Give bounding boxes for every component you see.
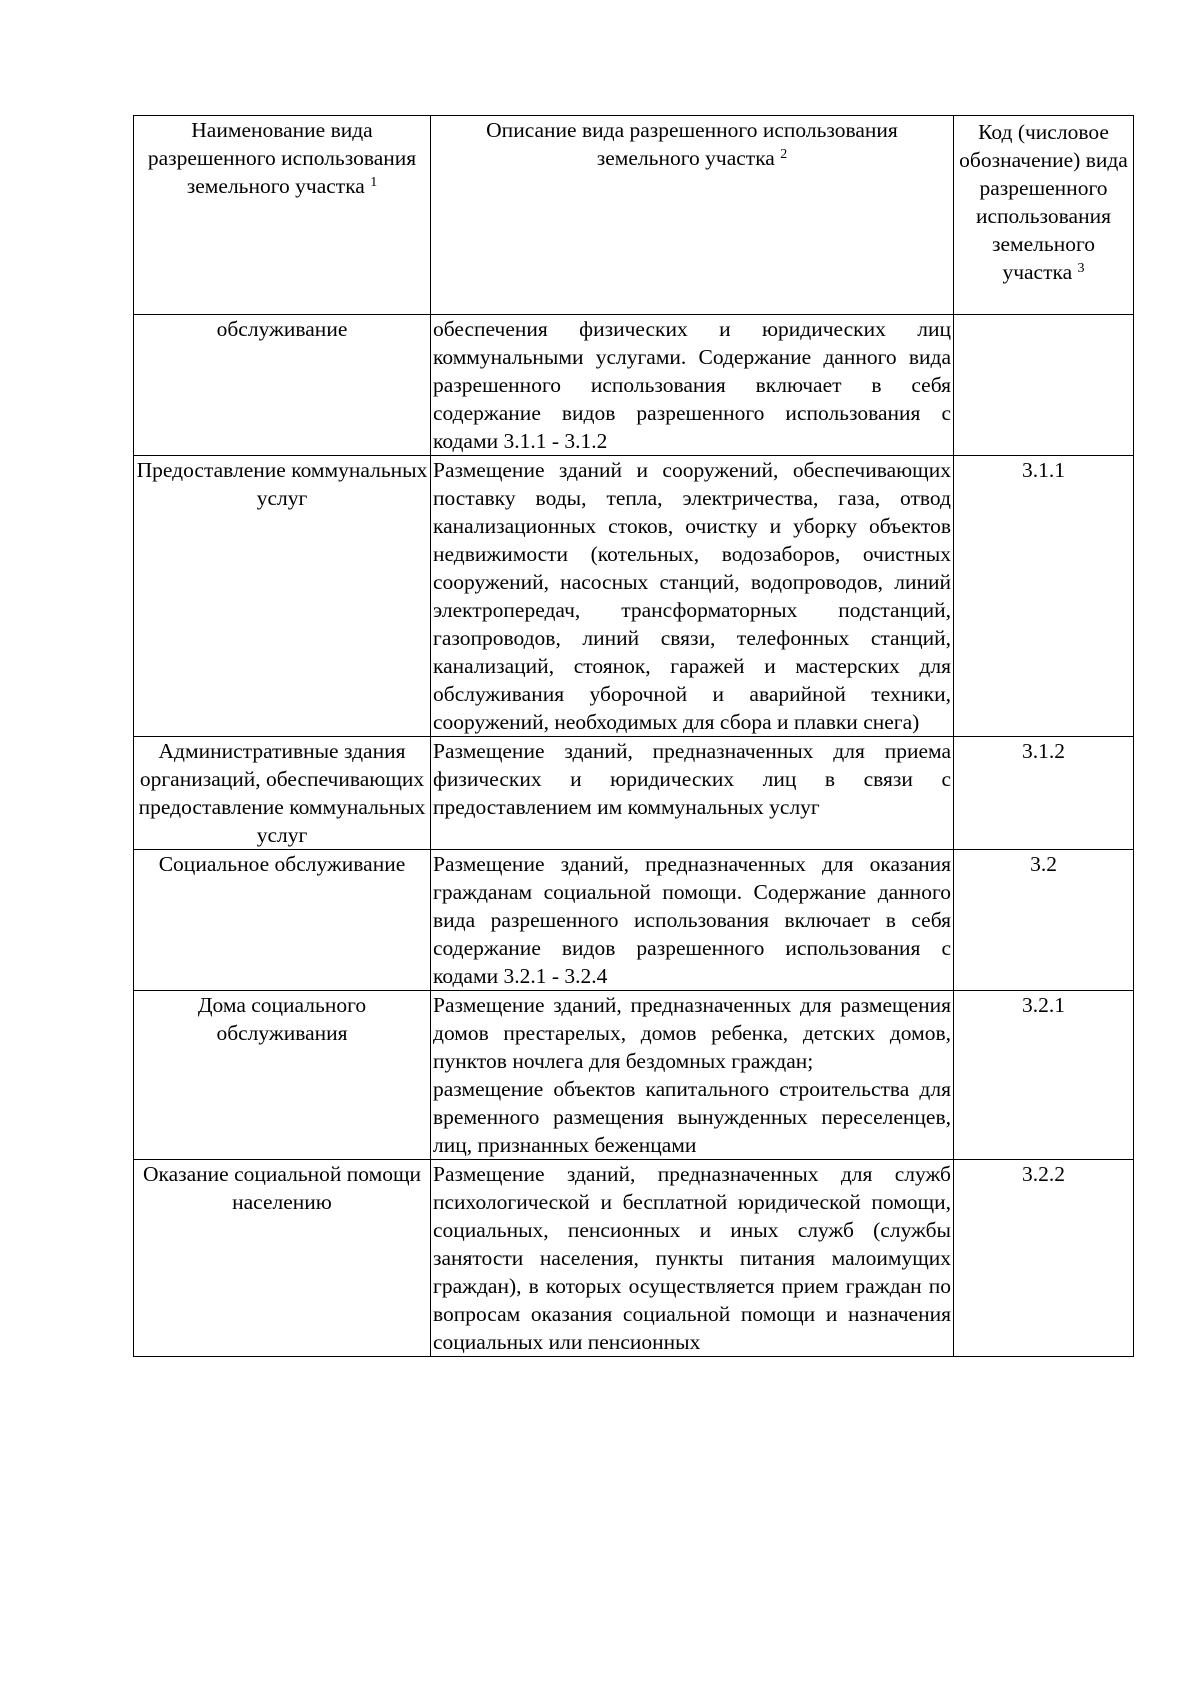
row-description-cell [431, 850, 954, 991]
header-code-text: Код (числовое обозначение) вида разрешенного использования земельного участка [959, 120, 1128, 284]
table-row [134, 850, 1134, 991]
row-description-cell [431, 315, 954, 456]
table-row [134, 737, 1134, 850]
description-paragraph: размещение объектов капитального строительства для временного размещения вынужденных переселенцев, лиц, признанных беженцами [433, 1077, 951, 1157]
description-paragraph: Размещение зданий, предназначенных для размещения домов престарелых, домов ребенка, детских домов, пунктов ночлега для бездомных граждан; [433, 993, 951, 1073]
table-row [134, 315, 1134, 456]
description-paragraph: Размещение зданий, предназначенных для приема физических и юридических лиц в связи с предоставлением им коммунальных услуг [433, 739, 951, 819]
row-name-cell: Административные здания организаций, обеспечивающих предоставление коммунальных услуг [134, 737, 431, 850]
row-description-cell [431, 1160, 954, 1357]
row-description-cell [431, 737, 954, 850]
row-description-cell [431, 456, 954, 737]
header-name [134, 116, 431, 315]
footnote-ref-2: 2 [780, 147, 788, 162]
table-row [134, 991, 1134, 1160]
row-name-cell: Социальное обслуживание [134, 850, 431, 991]
row-code-cell [954, 315, 1134, 456]
row-name-cell: обслуживание [134, 315, 431, 456]
row-name-cell: Предоставление коммунальных услуг [134, 456, 431, 737]
header-description [431, 116, 954, 315]
row-description-cell [431, 991, 954, 1160]
row-code-cell: 3.2.1 [954, 991, 1134, 1160]
description-paragraph: Размещение зданий и сооружений, обеспечивающих поставку воды, тепла, электричества, газа, отвод канализационных стоков, очистку и уборку объектов недвижимости (котельных, водозаборов, очистных сооружений, насосных станций, водопроводов, линий электропередач, трансформаторных подстанций, газопроводов, линий связи, телефонных станций, канализаций, стоянок, гаражей и мастерских для обслуживания уборочной и аварийной техники, сооружений, необходимых для сбора и плавки снега) [433, 458, 951, 734]
footnote-ref-3: 3 [1077, 261, 1085, 276]
row-code-cell: 3.2 [954, 850, 1134, 991]
row-code-cell: 3.1.2 [954, 737, 1134, 850]
header-name-text: Наименование вида разрешенного использования земельного участка [147, 118, 417, 198]
table-row [134, 1160, 1134, 1357]
header-code [954, 116, 1134, 315]
row-name-cell: Оказание социальной помощи населению [134, 1160, 431, 1357]
description-paragraph: Размещение зданий, предназначенных для оказания гражданам социальной помощи. Содержание данного вида разрешенного использования включает в себя содержание видов разрешенного использования с кодами 3.2.1 - 3.2.4 [433, 852, 951, 988]
description-paragraph: обеспечения физических и юридических лиц коммунальными услугами. Содержание данного вида разрешенного использования включает в себя содержание видов разрешенного использования с кодами 3.1.1 - 3.1.2 [433, 317, 951, 453]
row-code-cell: 3.2.2 [954, 1160, 1134, 1357]
land-use-table [133, 115, 1134, 1357]
row-code-cell: 3.1.1 [954, 456, 1134, 737]
table-header-row [134, 116, 1134, 315]
header-description-text: Описание вида разрешенного использования земельного участка [486, 118, 898, 170]
footnote-ref-1: 1 [370, 175, 378, 190]
row-name-cell: Дома социального обслуживания [134, 991, 431, 1160]
table-row [134, 456, 1134, 737]
description-paragraph: Размещение зданий, предназначенных для служб психологической и бесплатной юридической помощи, социальных, пенсионных и иных служб (службы занятости населения, пункты питания малоимущих граждан), в которых осуществляется прием граждан по вопросам оказания социальной помощи и назначения социальных или пенсионных [433, 1162, 951, 1354]
